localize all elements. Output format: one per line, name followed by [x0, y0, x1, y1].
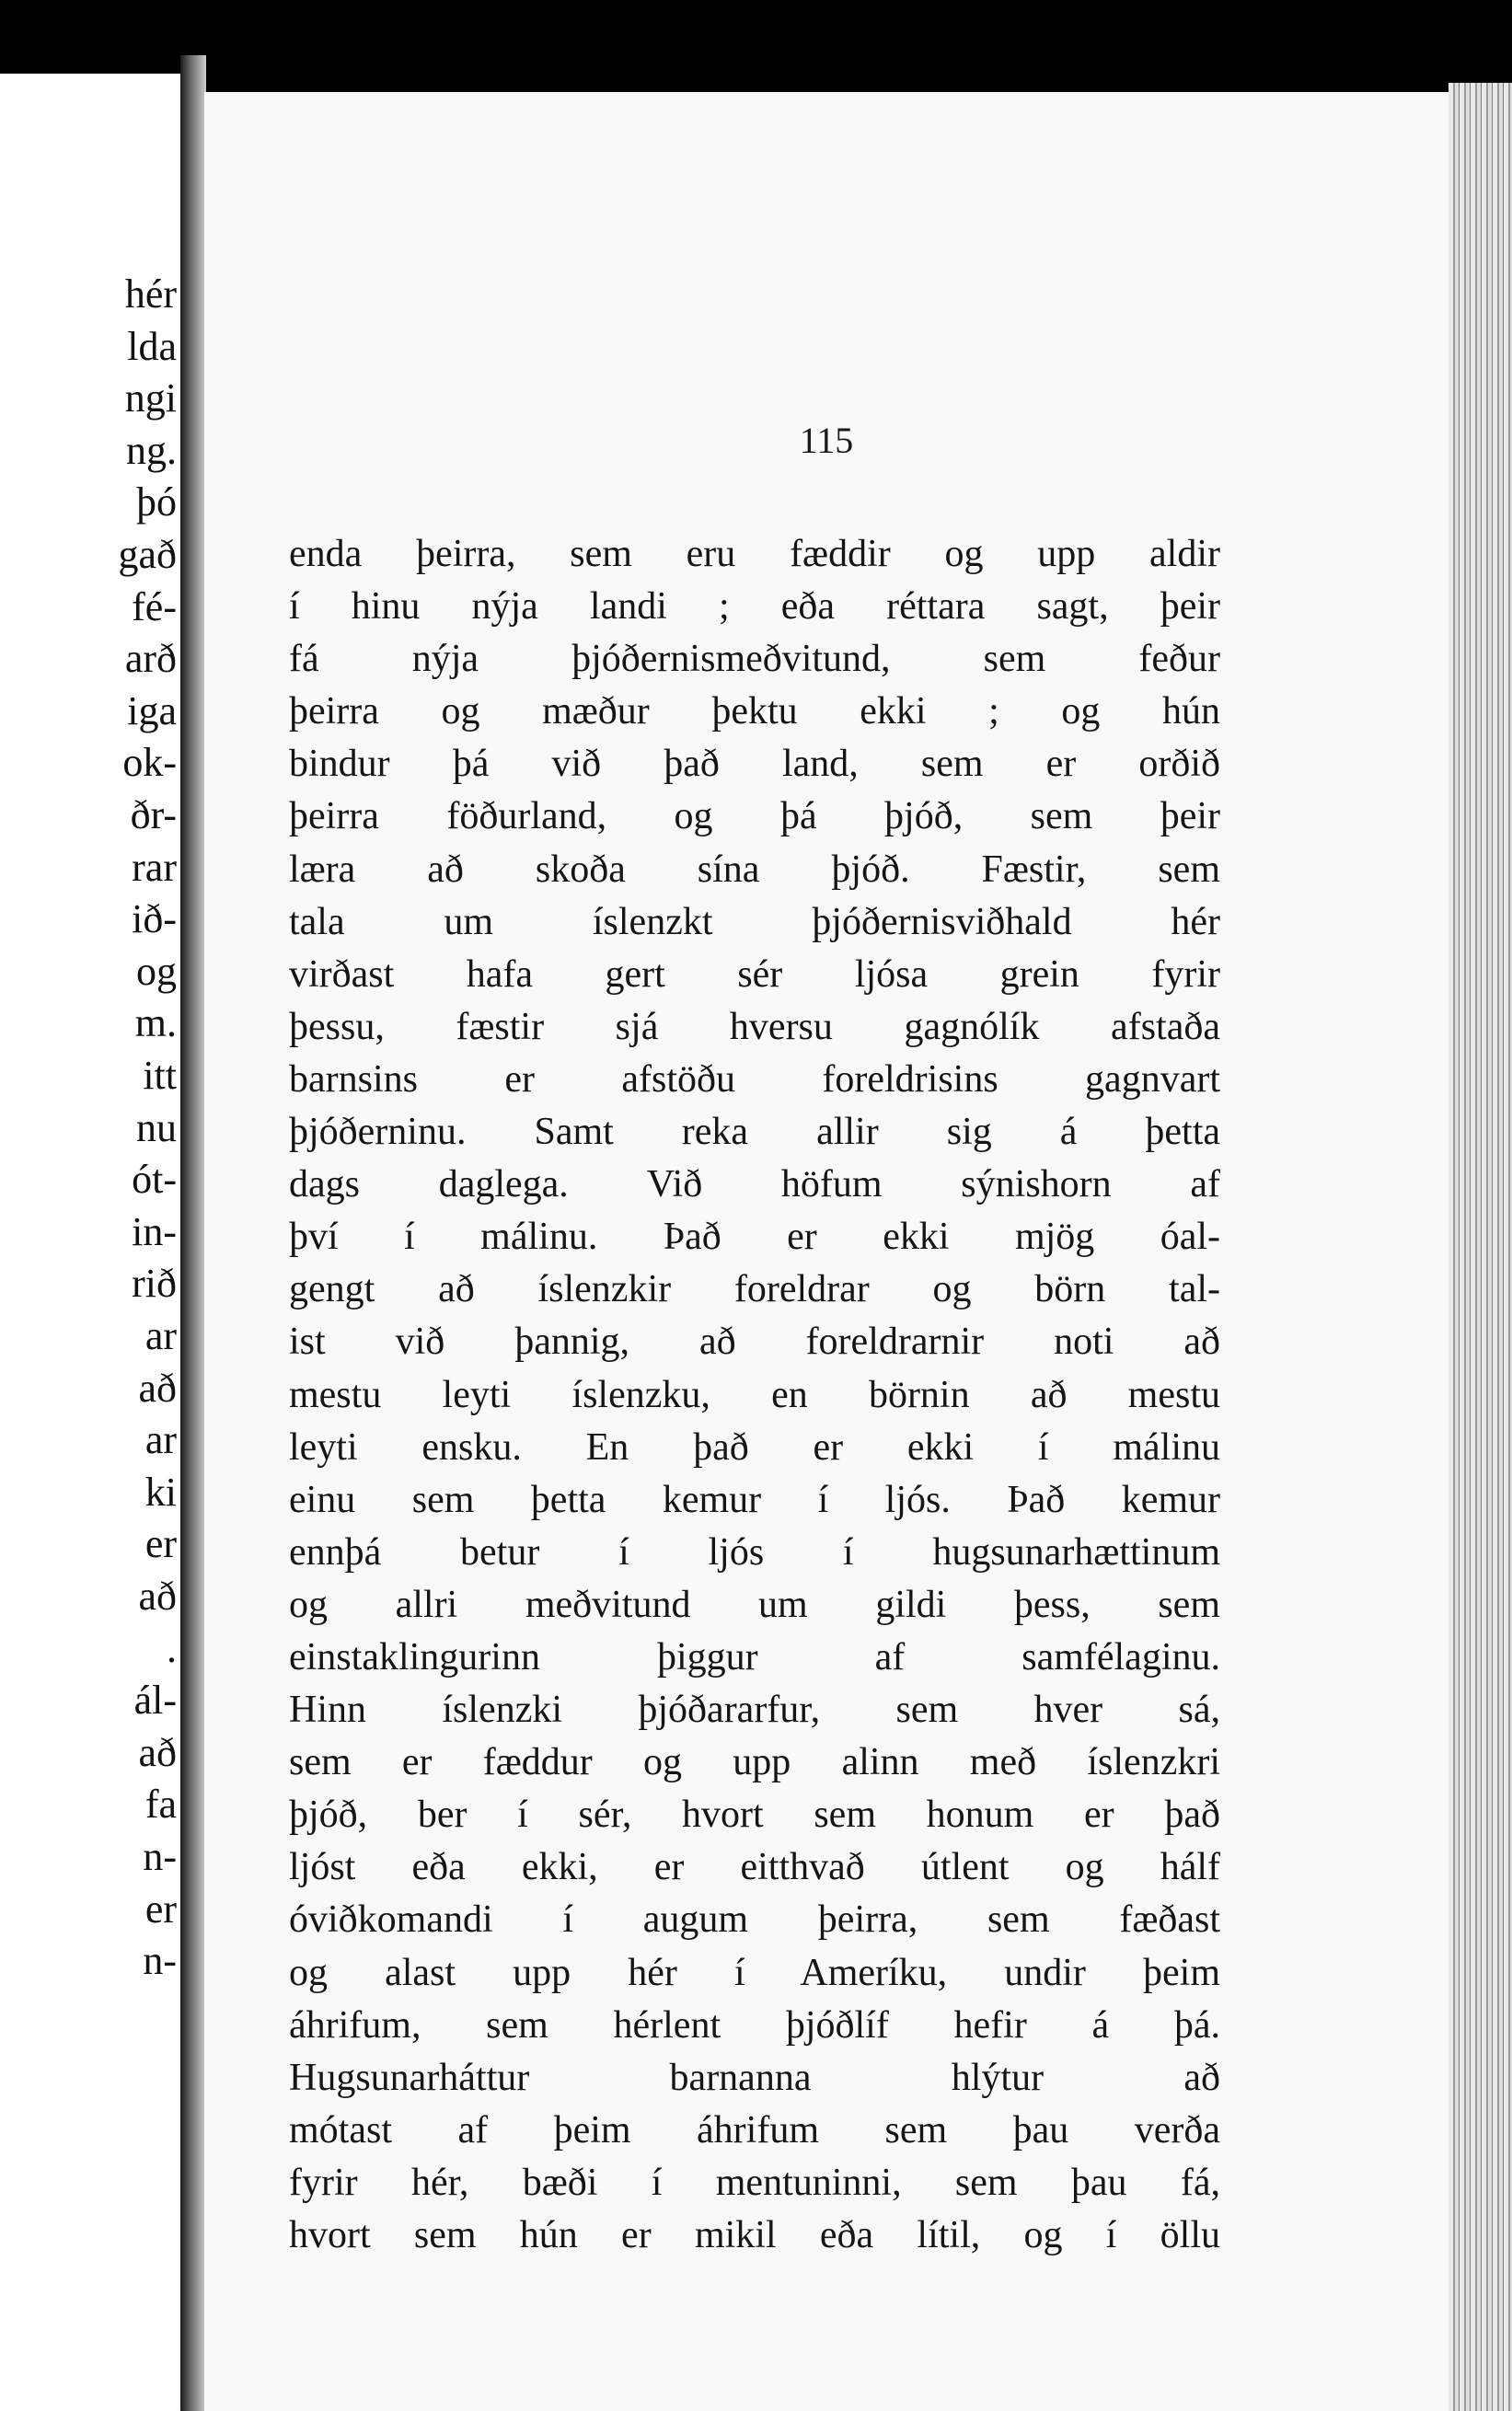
- facing-page-fragment: fa: [144, 1782, 177, 1828]
- facing-page-fragment: gað: [118, 532, 177, 577]
- facing-page-fragment: ðr-: [130, 792, 177, 837]
- book-page: [204, 92, 1449, 2411]
- facing-page-fragment: ki: [144, 1469, 177, 1515]
- text-line: tala um íslenzkt þjóðernisviðhald hér: [289, 900, 1220, 943]
- text-line: bindur þá við það land, sem er orðið: [289, 743, 1220, 786]
- facing-page-fragment: ar: [144, 1313, 177, 1358]
- facing-page-fragment: fé-: [132, 583, 177, 629]
- text-line: einstaklingurinn þiggur af samfélaginu.: [289, 1635, 1220, 1678]
- text-line: þeirra og mæður þektu ekki ; og hún: [289, 690, 1220, 733]
- facing-page-fragment: hér: [124, 271, 177, 317]
- facing-page-fragment: að: [138, 1574, 177, 1619]
- facing-page-fragment: n-: [143, 1834, 177, 1879]
- text-line: óviðkomandi í augum þeirra, sem fæðast: [289, 1898, 1220, 1942]
- facing-page-fragment: að: [138, 1729, 177, 1775]
- text-line: ljóst eða ekki, er eitthvað útlent og hálf: [289, 1846, 1220, 1889]
- facing-page-fragment: er: [144, 1521, 177, 1567]
- facing-page-fragment: ál-: [133, 1678, 177, 1724]
- text-line: læra að skoða sína þjóð. Fæstir, sem: [289, 848, 1220, 891]
- text-line: gengt að íslenzkir foreldrar og börn tal-: [289, 1268, 1220, 1311]
- book-gutter: [180, 55, 206, 2411]
- facing-page-fragment: rar: [132, 844, 177, 890]
- text-line: sem er fæddur og upp alinn með íslenzkri: [289, 1741, 1220, 1784]
- text-line: fyrir hér, bæði í mentuninni, sem þau fá,: [289, 2161, 1220, 2204]
- facing-page-fragment: er: [144, 1886, 177, 1932]
- text-line: þeirra föðurland, og þá þjóð, sem þeir: [289, 795, 1220, 838]
- text-line: einu sem þetta kemur í ljós. Það kemur: [289, 1478, 1220, 1521]
- facing-page-fragment: n-: [143, 1938, 177, 1984]
- facing-page-fragment: ar: [144, 1417, 177, 1463]
- text-line: hvort sem hún er mikil eða lítil, og í öllu: [289, 2214, 1220, 2256]
- text-line: mótast af þeim áhrifum sem þau verða: [289, 2108, 1220, 2151]
- facing-page-fragment: in-: [132, 1208, 177, 1254]
- text-line: Hugsunarháttur barnanna hlýtur að: [289, 2056, 1220, 2099]
- facing-page-fragment: itt: [143, 1053, 177, 1098]
- text-line: virðast hafa gert sér ljósa grein fyrir: [289, 952, 1220, 996]
- text-line: mestu leyti íslenzku, en börnin að mestu: [289, 1373, 1220, 1416]
- page-number: 115: [799, 420, 854, 461]
- text-line: áhrifum, sem hérlent þjóðlíf hefir á þá.: [289, 2003, 1220, 2047]
- facing-page-fragment: að: [138, 1365, 177, 1411]
- facing-page-fragment: lda: [127, 323, 177, 369]
- text-line: dags daglega. Við höfum sýnishorn af: [289, 1163, 1220, 1206]
- facing-page-fragment: ót-: [132, 1157, 177, 1203]
- text-line: þessu, fæstir sjá hversu gagnólík afstaða: [289, 1005, 1220, 1048]
- facing-page-fragment: ok-: [122, 740, 177, 786]
- facing-page-fragment: ngi: [124, 375, 177, 421]
- facing-page-edge: [0, 74, 184, 2411]
- text-line: og allri meðvitund um gildi þess, sem: [289, 1583, 1220, 1626]
- text-line: í hinu nýja landi ; eða réttara sagt, þeir: [289, 585, 1220, 629]
- text-line: þjóð, ber í sér, hvort sem honum er það: [289, 1794, 1220, 1837]
- text-line: því í málinu. Það er ekki mjög óal-: [289, 1216, 1220, 1259]
- facing-page-fragment: .: [167, 1625, 177, 1671]
- text-line: þjóðerninu. Samt reka allir sig á þetta: [289, 1111, 1220, 1154]
- text-line: fá nýja þjóðernismeðvitund, sem feður: [289, 638, 1220, 681]
- stacked-page-edges: [1449, 83, 1512, 2411]
- facing-page-fragment: ng.: [126, 427, 177, 473]
- facing-page-fragment: m.: [134, 1000, 177, 1046]
- facing-page-fragment: nu: [136, 1104, 177, 1150]
- text-line: ist við þannig, að foreldrarnir noti að: [289, 1321, 1220, 1364]
- facing-page-fragment: iga: [127, 687, 177, 733]
- text-line: Hinn íslenzki þjóðararfur, sem hver sá,: [289, 1689, 1220, 1732]
- text-line: og alast upp hér í Ameríku, undir þeim: [289, 1951, 1220, 1994]
- text-line: enda þeirra, sem eru fæddir og upp aldir: [289, 533, 1220, 575]
- page-body-text: [289, 528, 1220, 2262]
- facing-page-fragment: þó: [136, 479, 177, 525]
- facing-page-fragment: og: [136, 948, 177, 994]
- facing-page-fragment: rið: [132, 1261, 177, 1307]
- facing-page-fragment: arð: [124, 636, 177, 682]
- text-line: ennþá betur í ljós í hugsunarhættinum: [289, 1530, 1220, 1574]
- facing-page-fragment: ið-: [132, 896, 177, 942]
- text-line: leyti ensku. En það er ekki í málinu: [289, 1425, 1220, 1469]
- text-line: barnsins er afstöðu foreldrisins gagnvart: [289, 1057, 1220, 1101]
